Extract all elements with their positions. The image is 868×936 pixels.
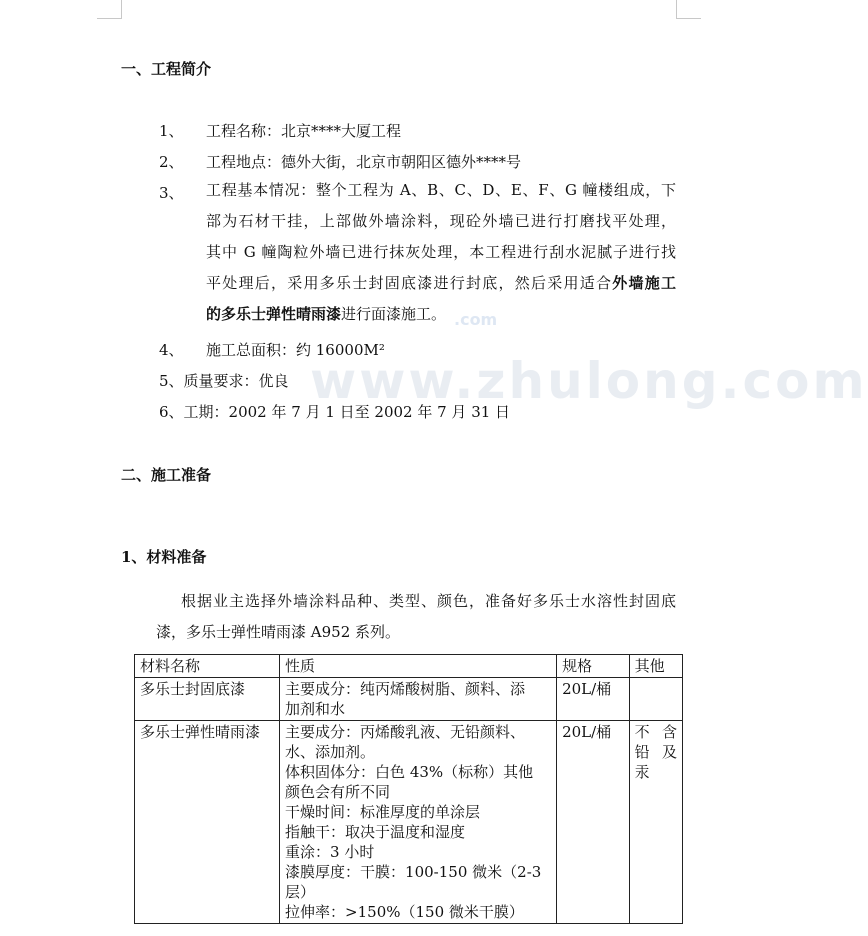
cell-line: 指触干：取决于温度和湿度 [285,823,466,841]
bold-text: 外墙施工 [612,274,676,292]
cell-line: 体积固体分：白色 43%（标称）其他 [285,763,534,781]
list-text: 施工总面积：约 16000M² [206,341,385,359]
page-corner-mark-left [97,0,122,19]
cell-line: 拉伸率：>150%（150 微米干膜） [285,903,524,921]
paragraph-line: 漆，多乐士弹性晴雨漆 A952 系列。 [156,623,401,641]
watermark-small: .com [454,310,498,329]
cell-line: 漆膜厚度：干膜：100-150 微米（2-3 [285,863,542,881]
cell-line: 加剂和水 [285,700,346,718]
section-heading-project-intro: 一、工程简介 [121,60,212,78]
watermark: www.zhulong.com [310,352,868,410]
table-cell [280,678,557,721]
cell-line: 层） [285,883,316,901]
cell-line: 汞 [634,763,650,781]
table-header-row [135,655,683,678]
list-text: 工程名称：北京****大厦工程 [206,122,402,140]
list-number: 1、 [159,122,184,140]
table-cell: 多乐士封固底漆 [135,678,280,721]
cell-line: 干燥时间：标准厚度的单涂层 [285,803,481,821]
list-number: 3、 [159,184,184,202]
table-header-cell: 性质 [280,655,557,678]
cell-line: 主要成分：纯丙烯酸树脂、颜料、添 [285,680,526,698]
cell-line: 铅 及 [634,743,677,761]
cell-line: 重涂：3 小时 [285,843,375,861]
table-cell: 多乐士弹性晴雨漆 [135,721,280,924]
section-heading-preparation: 二、施工准备 [121,466,212,484]
materials-table [134,654,683,924]
paragraph-line: 平处理后，采用多乐士封固底漆进行封底，然后采用适合外墙施工 [206,274,676,292]
project-description [206,175,676,330]
paragraph-line: 根据业主选择外墙涂料品种、类型、颜色，准备好多乐士水溶性封固底 [181,592,676,610]
table-cell [280,721,557,924]
materials-intro [121,586,676,648]
cell-line: 主要成分：丙烯酸乳液、无铅颜料、 [285,723,526,741]
cell-line: 水、添加剂。 [285,743,376,761]
table-header-cell: 其他 [629,655,682,678]
subsection-heading-materials: 1、材料准备 [121,548,207,566]
table-cell [629,678,682,721]
table-cell: 20L/桶 [557,721,630,924]
table-row [135,721,683,924]
schedule: 6、工期：2002 年 7 月 1 日至 2002 年 7 月 31 日 [159,403,511,421]
table-header-cell: 材料名称 [135,655,280,678]
cell-line: 颜色会有所不同 [285,783,391,801]
bold-text: 的多乐士弹性晴雨漆 [206,305,342,323]
paragraph-line: 工程基本情况：整个工程为 A、B、C、D、E、F、G 幢楼组成，下 [206,181,676,199]
paragraph-line: 部为石材干挂，上部做外墙涂料，现砼外墙已进行打磨找平处理， [206,212,676,230]
paragraph-line: 的多乐士弹性晴雨漆进行面漆施工。 [206,305,447,323]
list-number: 4、 [159,341,184,359]
table-row [135,678,683,721]
table-cell: 20L/桶 [557,678,630,721]
quality-requirement: 5、质量要求：优良 [159,372,289,390]
cell-line: 不 含 [634,723,677,741]
page-corner-mark-right [676,0,701,19]
list-number: 2、 [159,153,184,171]
table-header-cell: 规格 [557,655,630,678]
table-cell [629,721,682,924]
paragraph-line: 其中 G 幢陶粒外墙已进行抹灰处理，本工程进行刮水泥腻子进行找 [206,243,676,261]
list-text: 工程地点：德外大街，北京市朝阳区德外****号 [206,153,522,171]
